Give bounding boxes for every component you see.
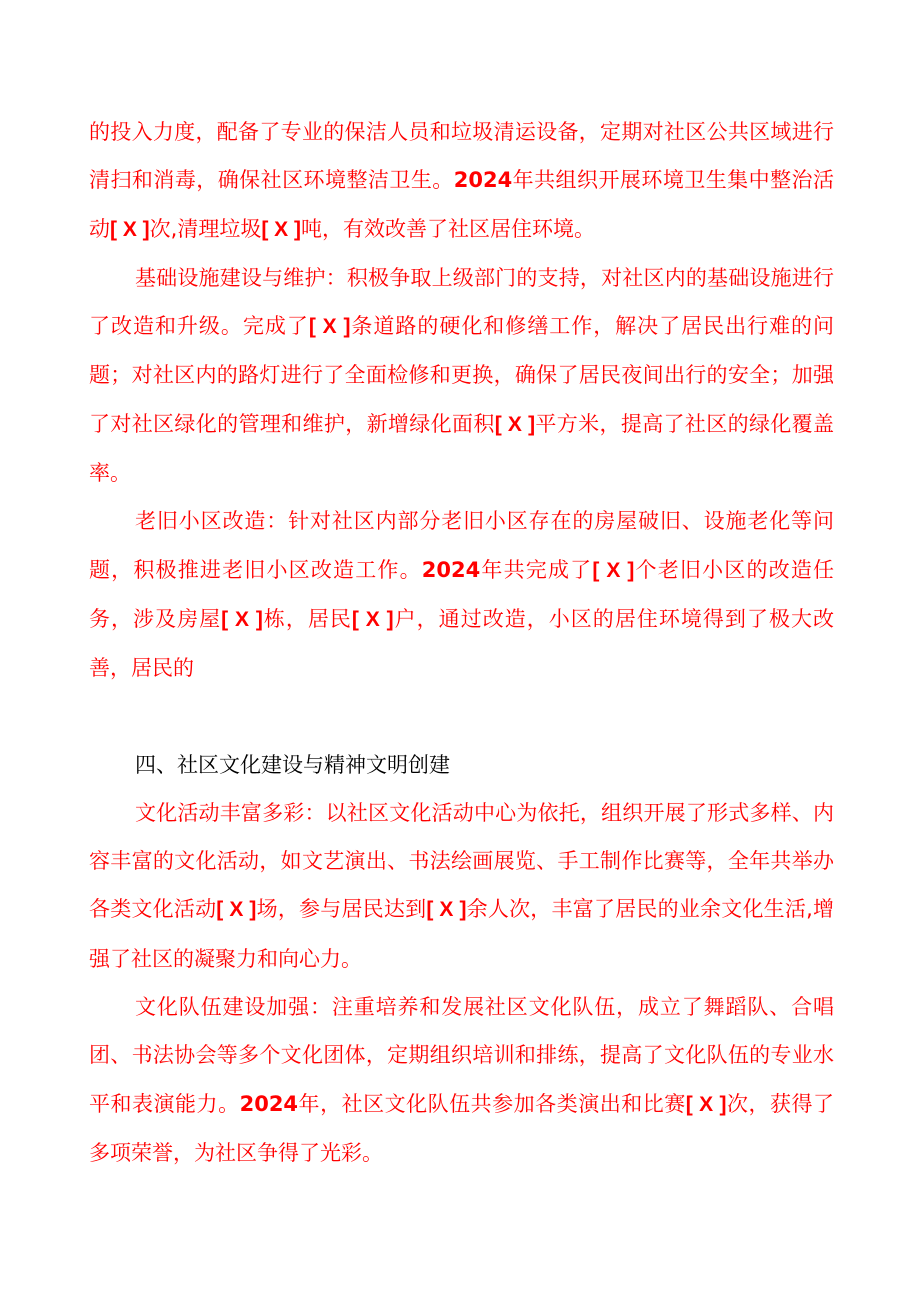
text-segment: 个老旧小区的改造任务，涉及房屋 <box>89 557 835 631</box>
placeholder-value: [ X ] <box>351 607 394 631</box>
year-value: 2024 <box>453 168 513 193</box>
paragraph-infrastructure <box>89 254 834 497</box>
year-value: 2024 <box>239 1091 299 1116</box>
placeholder-value: [ X ] <box>261 217 302 241</box>
placeholder-value: [ X ] <box>308 315 351 339</box>
text-segment: 文化队伍建设加强：注重培养和发展社区文化队伍，成立了舞蹈队、合唱团、书法协会等多个文化团体，定期组织培训和排练，提高了文化队伍的专业水平和表演能力。 <box>89 995 834 1116</box>
text-segment: 老旧小区改造：针对社区内部分老旧小区存在的房屋破旧、设施老化等问题，积极推进老旧小区改造工作。 <box>89 509 834 582</box>
document-body <box>89 108 834 1177</box>
placeholder-value: [ X ] <box>426 898 467 922</box>
text-segment: 年共完成了 <box>480 557 593 582</box>
text-segment: 次，获得了多项荣誉，为社区争得了光彩。 <box>89 1091 835 1165</box>
text-segment: 吨，有效改善了社区居住环境。 <box>301 216 596 241</box>
placeholder-value: [ X ] <box>685 1092 727 1116</box>
text-segment: 年，社区文化队伍共参加各类演出和比赛 <box>298 1091 686 1116</box>
placeholder-value: [ X ] <box>494 412 536 436</box>
text-segment: 条道路的硬化和修缮工作，解决了居民出行难的问题；对社区内的路灯进行了全面检修和更换，确保了居民夜间出行的安全；加强了对社区绿化的管理和维护，新增绿化面积 <box>89 314 835 436</box>
text-segment: 的投入力度，配备了专业的保洁人员和垃圾清运设备，定期对社区公共区域进行清扫和消毒，确保社区环境整洁卫生。 <box>89 120 834 193</box>
text-segment: 基础设施建设与维护：积极争取上级部门的支持，对社区内的基础设施进行了改造和升级。完成了 <box>89 265 834 339</box>
placeholder-value: [ X ] <box>221 607 263 631</box>
paragraph-environment-sanitation <box>89 108 834 254</box>
paragraph-cultural-teams <box>89 983 834 1177</box>
section-heading: 四、社区文化建设与精神文明创建 <box>135 752 450 777</box>
paragraph-old-community-renovation <box>89 497 834 692</box>
placeholder-value: [ X ] <box>110 217 150 241</box>
year-value: 2024 <box>421 557 481 582</box>
text-segment: 年共组织开展环境卫生集中整治活动 <box>89 168 835 241</box>
paragraph-cultural-activities <box>89 789 834 983</box>
text-segment: 栋，居民 <box>262 606 352 631</box>
text-segment: 平方米，提高了社区的绿化覆盖率。 <box>89 411 835 486</box>
text-segment: 户，通过改造，小区的居住环境得到了极大改善，居民的 <box>89 606 834 681</box>
placeholder-value: [ X ] <box>216 898 257 922</box>
text-segment: 文化活动丰富多彩：以社区文化活动中心为依托，组织开展了形式多样、内容丰富的文化活动，如文艺演出、书法绘画展览、手工制作比赛等，全年共举办各类文化活动 <box>89 800 834 922</box>
text-segment: 场，参与居民达到 <box>256 897 427 922</box>
placeholder-value: [ X ] <box>592 558 635 582</box>
text-segment: 余人次，丰富了居民的业余文化生活,增强了社区的凝聚力和向心力。 <box>89 897 834 971</box>
text-segment: 次,清理垃圾 <box>149 216 262 241</box>
